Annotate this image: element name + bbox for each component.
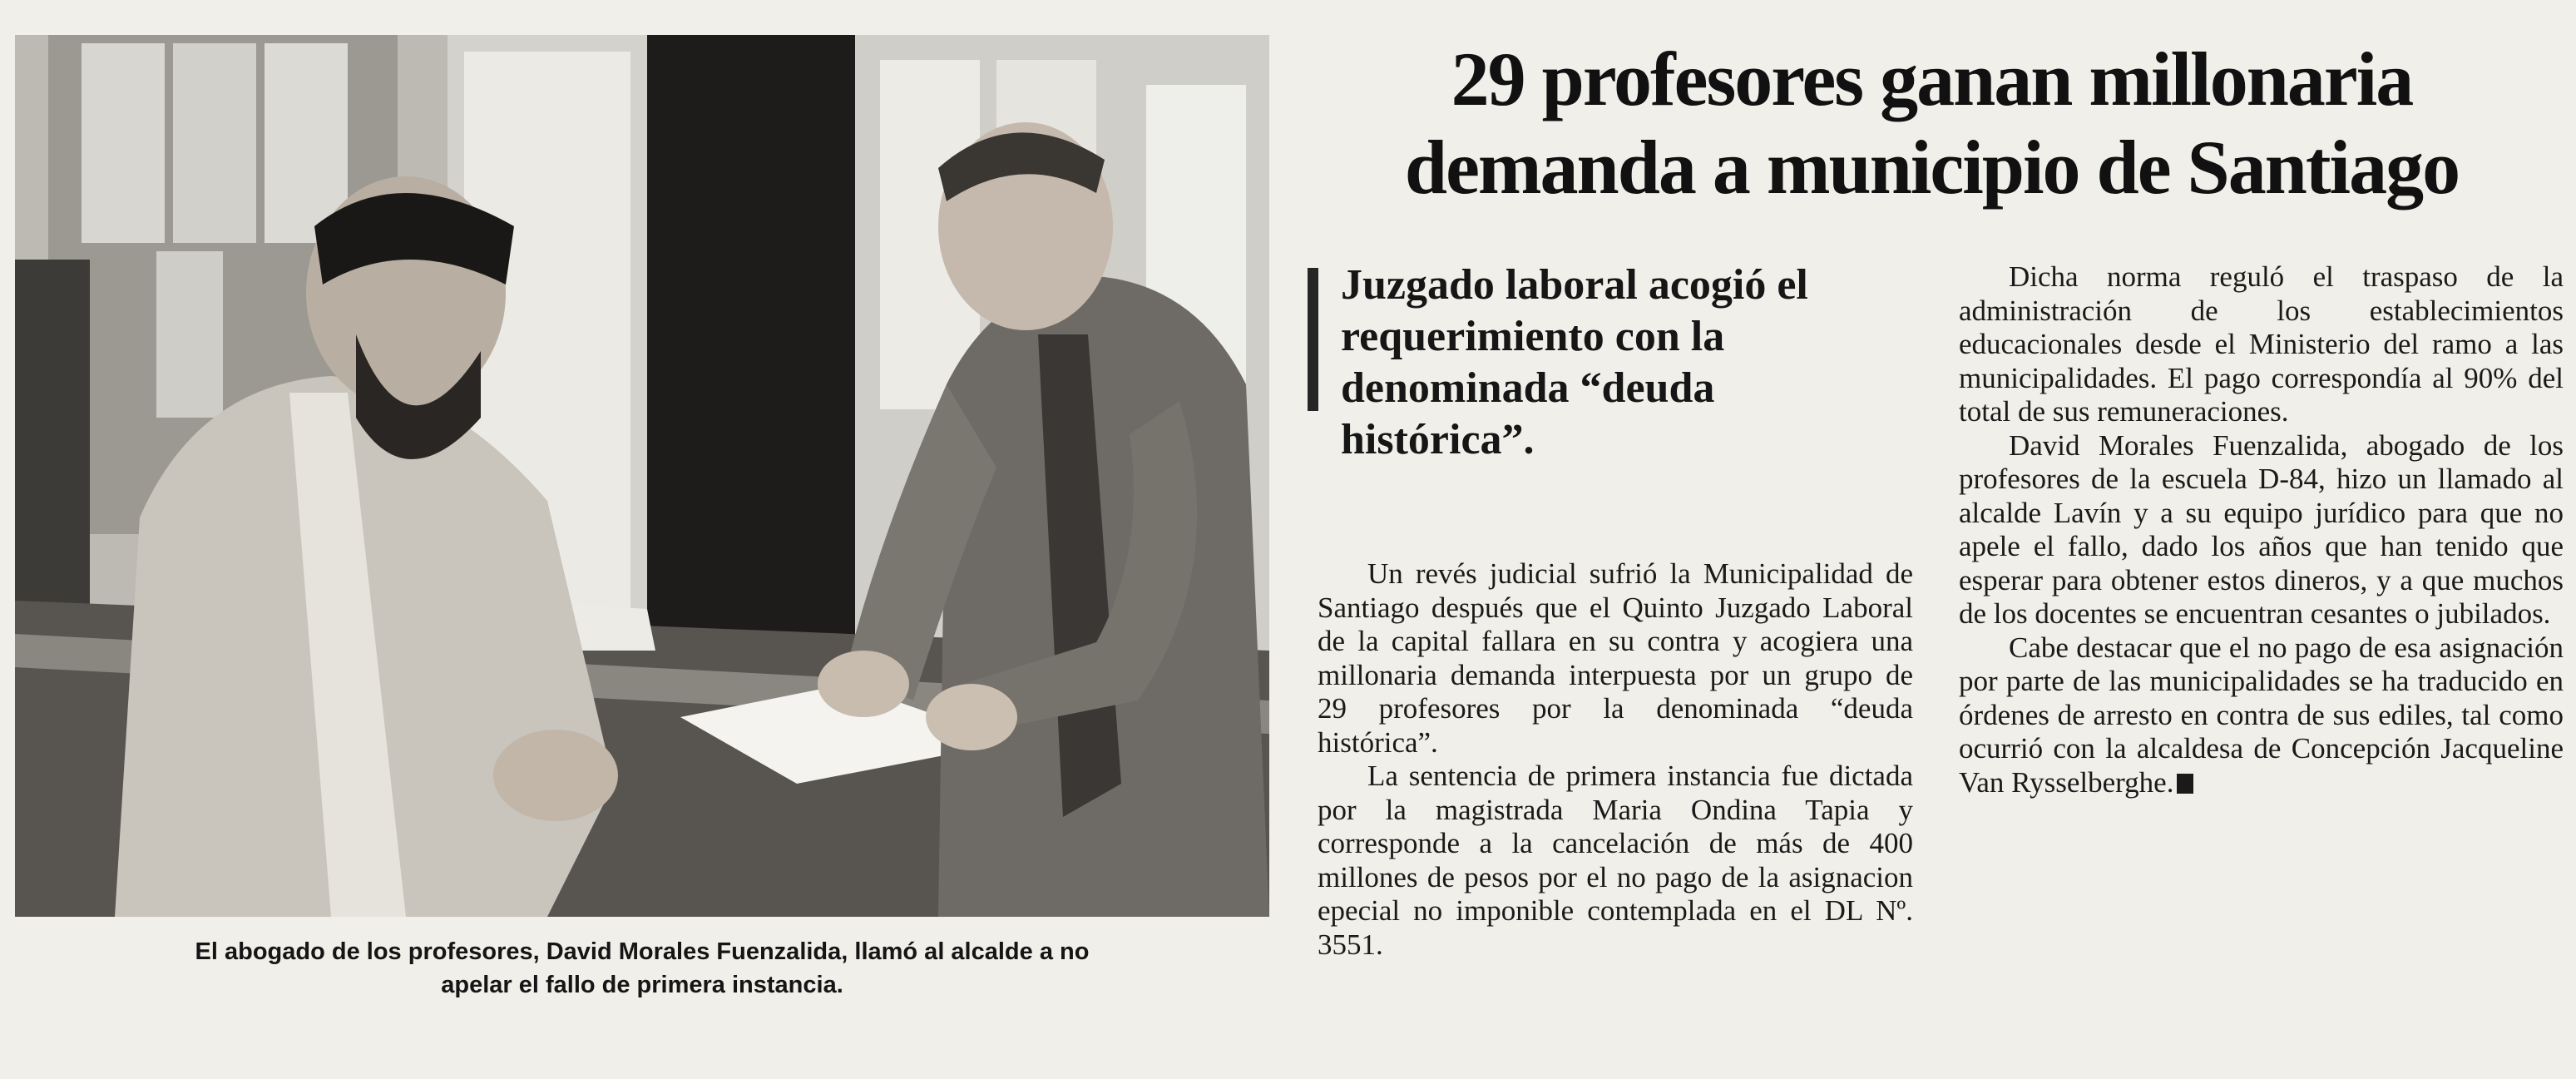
column-2-paragraph-3 [1959, 631, 2564, 800]
caption-line-1: El abogado de los profesores, David Morales Fuenzalida, llamó al alcalde a no [195, 938, 1090, 965]
article-column-1 [1318, 557, 1913, 962]
caption-line-2: apelar el fallo de primera instancia. [441, 972, 843, 998]
column-2-paragraph-2: David Morales Fuenzalida, abogado de los profesores de la escuela D-84, hizo un llamado al alcalde Lavín y a su equipo jurídico para que no apele el fallo, dado los años que han tenido que esperar para obtener estos dineros, y a que muchos de los docentes se encuentran cesantes o jubilados. [1959, 428, 2564, 630]
photo-caption [15, 935, 1269, 1002]
headline [1298, 35, 2566, 211]
photo-icon [15, 35, 1269, 917]
column-2-paragraph-3-text: Cabe destacar que el no pago de esa asignación por parte de las municipalidades se ha traducido en órdenes de arresto en contra de sus ediles, tal como ocurrió con la alcaldesa de Concepción Jacqueline Van Rysselberghe. [1959, 631, 2564, 799]
news-photo [15, 35, 1269, 917]
deck-bar-divider [1308, 268, 1318, 411]
subheadline: Juzgado laboral acogió el requerimiento con la denominada “deuda histórica”. [1341, 261, 1808, 463]
article-column-2 [1959, 260, 2564, 799]
column-1-paragraph-2: La sentencia de primera instancia fue dictada por la magistrada Maria Ondina Tapia y corresponde a la cancelación de más de 400 millones de pesos por el no pago de la asignacion epecial no imponible contemplada en el DL Nº. 3551. [1318, 760, 1913, 961]
column-1-paragraph-1: Un revés judicial sufrió la Municipalidad de Santiago después que el Quinto Juzgado Laboral de la capital fallara en su contra y acogiera una millonaria demanda interpuesta por un grupo de 29 profesores por la denominada “deuda histórica”. [1318, 557, 1913, 759]
end-mark-icon [2177, 774, 2193, 794]
headline-line-1: 29 profesores ganan millonaria [1451, 37, 2413, 121]
column-2-paragraph-1: Dicha norma reguló el traspaso de la administración de los establecimientos educacionales desde el Ministerio del ramo a las municipalidades. El pago correspondía al 90% del total de sus remuneraciones. [1959, 260, 2564, 428]
headline-line-2: demanda a municipio de Santiago [1404, 125, 2460, 210]
